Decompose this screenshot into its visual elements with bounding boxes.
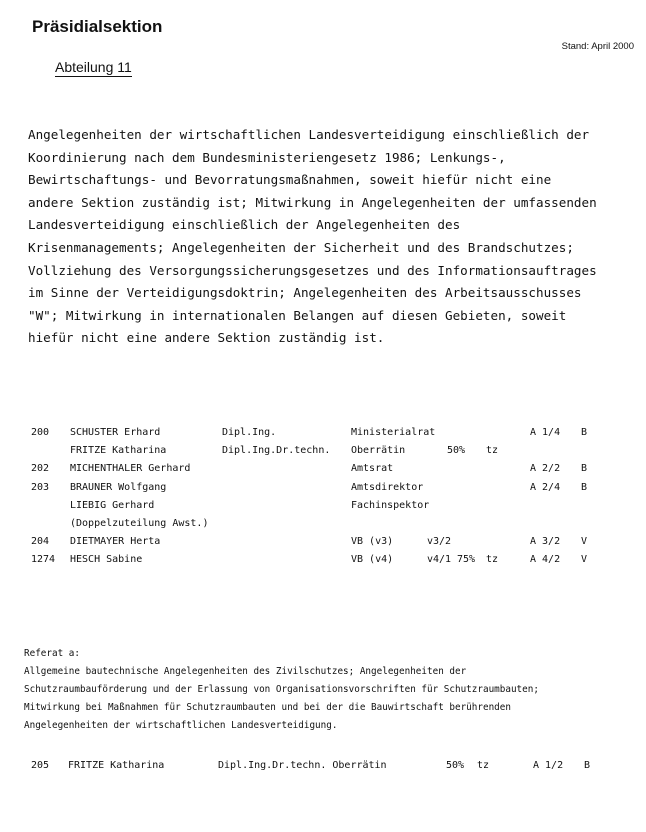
staff-name: HESCH Sabine [70,554,143,566]
staff-row [0,463,646,481]
staff-category: V [581,554,588,566]
description-line: "W"; Mitwirkung in internationalen Belangen auf diesen Gebieten, soweit [28,307,567,323]
staff-name: DIETMAYER Herta [70,536,161,548]
description-line: Vollziehung des Versorgungssicherungsgesetzes und des Informationsauftrages [28,262,597,278]
staff-name: SCHUSTER Erhard [70,427,161,438]
referat-heading: Referat a: [24,648,80,659]
staff-id: 204 [31,536,50,548]
staff-percentage: 50% [447,445,466,457]
staff-position: VB (v3) [351,536,394,548]
staff-percentage: 50% [446,760,465,771]
department-heading: Abteilung 11 [55,59,132,75]
staff-degree: Dipl.Ing.Dr.techn. [222,445,331,457]
staff-category: V [581,536,588,548]
description-line: Angelegenheiten der wirtschaftlichen Landesverteidigung einschließlich der [28,127,590,142]
staff-row [0,518,646,536]
staff-category: B [581,481,588,493]
staff-degree-position: Dipl.Ing.Dr.techn. Oberrätin [218,760,387,771]
staff-grade: A 1/2 [533,760,564,771]
referat-line: Mitwirkung bei Maßnahmen für Schutzraumbauten und bei der die Bauwirtschaft berührenden [24,702,511,713]
staff-id: 203 [31,481,50,493]
staff-note: (Doppelzuteilung Awst.) [70,517,209,529]
staff-category: B [581,427,588,438]
staff-id: 205 [31,760,50,771]
staff-name: BRAUNER Wolfgang [70,481,167,493]
staff-position: Oberrätin [351,445,406,457]
description-line: hiefür nicht eine andere Sektion zuständig ist. [28,330,385,346]
referat-section [24,645,634,735]
staff-scheme: v3/2 [427,536,452,548]
staff-row [0,554,646,572]
staff-name: LIEBIG Gerhard [70,499,155,511]
staff-grade: A 4/2 [530,554,561,566]
referat-line: Allgemeine bautechnische Angelegenheiten des Zivilschutzes; Angelegenheiten der [24,666,467,677]
staff-name: FRITZE Katharina [70,445,167,457]
staff-percentage: 75% [457,554,476,566]
description-line: Koordinierung nach dem Bundesministeriengesetz 1986; Lenkungs-, [28,149,506,165]
staff-position: Amtsdirektor [351,481,424,493]
staff-grade: A 3/2 [530,536,561,548]
staff-row [0,445,646,463]
staff-part-time: tz [486,554,499,566]
staff-row [0,427,646,445]
department-description [28,124,633,350]
staff-row [0,500,646,518]
staff-scheme: v4/1 [427,554,452,566]
stand-date: Stand: April 2000 [561,41,634,52]
staff-grade: A 2/2 [530,463,561,475]
referat-line: Schutzraumbauförderung und der Erlassung von Organisationsvorschriften für Schutzraumbauten; [24,684,539,695]
description-line: andere Sektion zuständig ist; Mitwirkung in Angelegenheiten der umfassenden [28,194,597,210]
staff-category: B [584,760,591,771]
staff-grade: A 2/4 [530,481,561,493]
description-line: Krisenmanagements; Angelegenheiten der Sicherheit und des Brandschutzes; [28,239,574,255]
staff-table [0,427,646,573]
staff-id: 1274 [31,554,56,566]
staff-id: 202 [31,463,50,475]
staff-row [0,482,646,500]
staff-category: B [581,463,588,475]
description-line: Landesverteidigung einschließlich der Angelegenheiten des [28,217,461,233]
staff-position: VB (v4) [351,554,394,566]
staff-id: 200 [31,427,50,438]
staff-degree: Dipl.Ing. [222,427,277,438]
staff-position: Amtsrat [351,463,394,475]
staff-part-time: tz [477,760,490,771]
staff-part-time: tz [486,445,499,457]
staff-grade: A 1/4 [530,427,561,438]
referat-line: Angelegenheiten der wirtschaftlichen Landesverteidigung. [24,720,338,731]
staff-name: MICHENTHALER Gerhard [70,463,191,475]
description-line: Bewirtschaftungs- und Bevorratungsmaßnahmen, soweit hiefür nicht eine [28,172,552,188]
staff-row [0,536,646,554]
page-title: Präsidialsektion [32,17,163,36]
referat-staff-row [0,760,646,776]
staff-name: FRITZE Katharina [68,760,165,771]
staff-position: Ministerialrat [351,427,436,438]
description-line: im Sinne der Verteidigungsdoktrin; Angelegenheiten des Arbeitsausschusses [28,285,582,301]
staff-position: Fachinspektor [351,499,430,511]
